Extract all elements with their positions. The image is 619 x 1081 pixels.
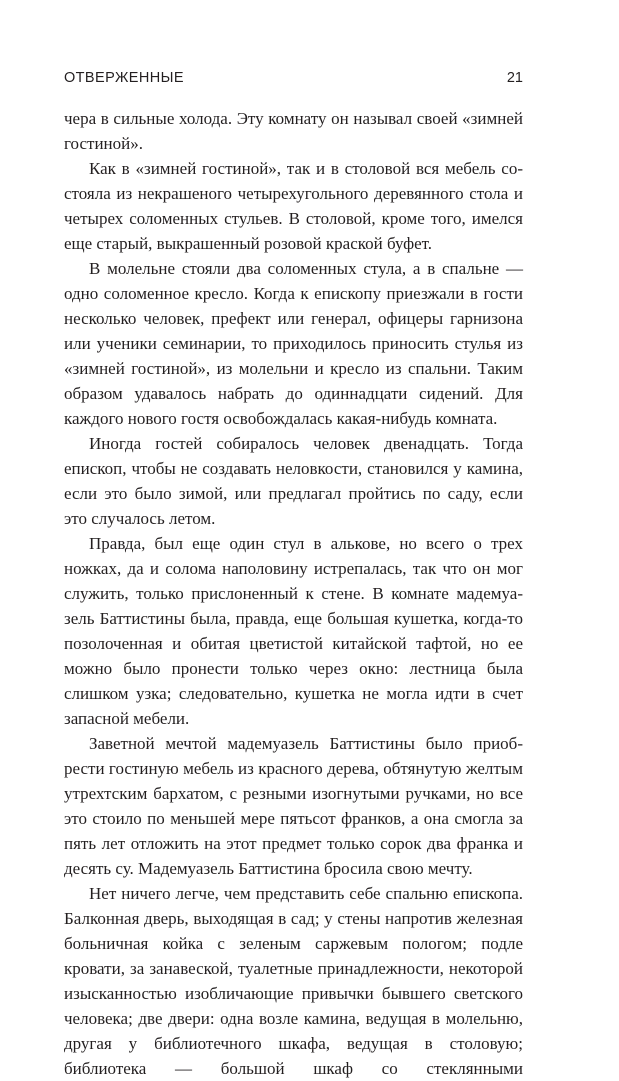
paragraph-7: Нет ничего легче, чем представить себе спальню епископа. Балконная дверь, выходящая в сад; у стены напротив железная больничная койка с зеленым саржевым пологом; подле кровати, за занавеской, туалетные принадлежности, некоторой изысканностью изобличающие привычки бывшего светского человека; две двери: одна возле камина, ведущая в молельню, другая у библиотечного шкафа, ведущая в столовую; библиотека — большой шкаф со стеклянными (64, 884, 523, 1078)
running-title: ОТВЕРЖЕННЫЕ (64, 70, 184, 86)
paragraph-6: Заветной мечтой мадемуазель Баттистины было приобрести гостиную мебель из красного дерева, обтянутую желтым утрехтским бархатом, с резными изогнутыми ручками, но все это стоило по меньшей мере пятьсот франков, а она смогла за пять лет отложить на этот предмет только сорок два франка и десять су. Мадемуазель Баттистина бросила свою мечту. (64, 734, 523, 878)
running-head (64, 70, 523, 94)
paragraph-2: Как в «зимней гостиной», так и в столовой вся мебель состояла из некрашеного четырехугольного деревянного стола и четырех соломенных стульев. В столовой, кроме того, имелся еще старый, выкрашенный розовой краской буфет. (64, 159, 523, 253)
paragraph-1: чера в сильные холода. Эту комнату он называл своей «зимней гостиной». (64, 109, 523, 153)
page-number: 21 (506, 70, 523, 86)
paragraph-5: Правда, был еще один стул в алькове, но всего о трех ножках, да и солома наполовину истрепалась, так что он мог служить, только прислоненный к стене. В комнате мадемуазель Баттистины была, правда, еще большая кушетка, когда-то позолоченная и обитая цветистой китайской тафтой, но ее можно было пронести только через окно: лестница была слишком узка; следовательно, кушетка не могла идти в счет запасной мебели. (64, 534, 523, 728)
paragraph-3: В молельне стояли два соломенных стула, а в спальне — одно соломенное кресло. Когда к епископу приезжали в гости несколько человек, префект или генерал, офицеры гарнизона или ученики семинарии, то приходилось приносить стулья из «зимней гостиной», из молельни и кресло из спальни. Таким образом удавалось набрать до одиннадцати сидений. Для каждого нового гостя освобождалась какая-нибудь комната. (64, 259, 523, 428)
paragraph-4: Иногда гостей собиралось человек двенадцать. Тогда епископ, чтобы не создавать неловкости, становился у камина, если это было зимой, или предлагал пройтись по саду, если это случалось летом. (64, 434, 523, 528)
body-text (64, 106, 523, 1081)
